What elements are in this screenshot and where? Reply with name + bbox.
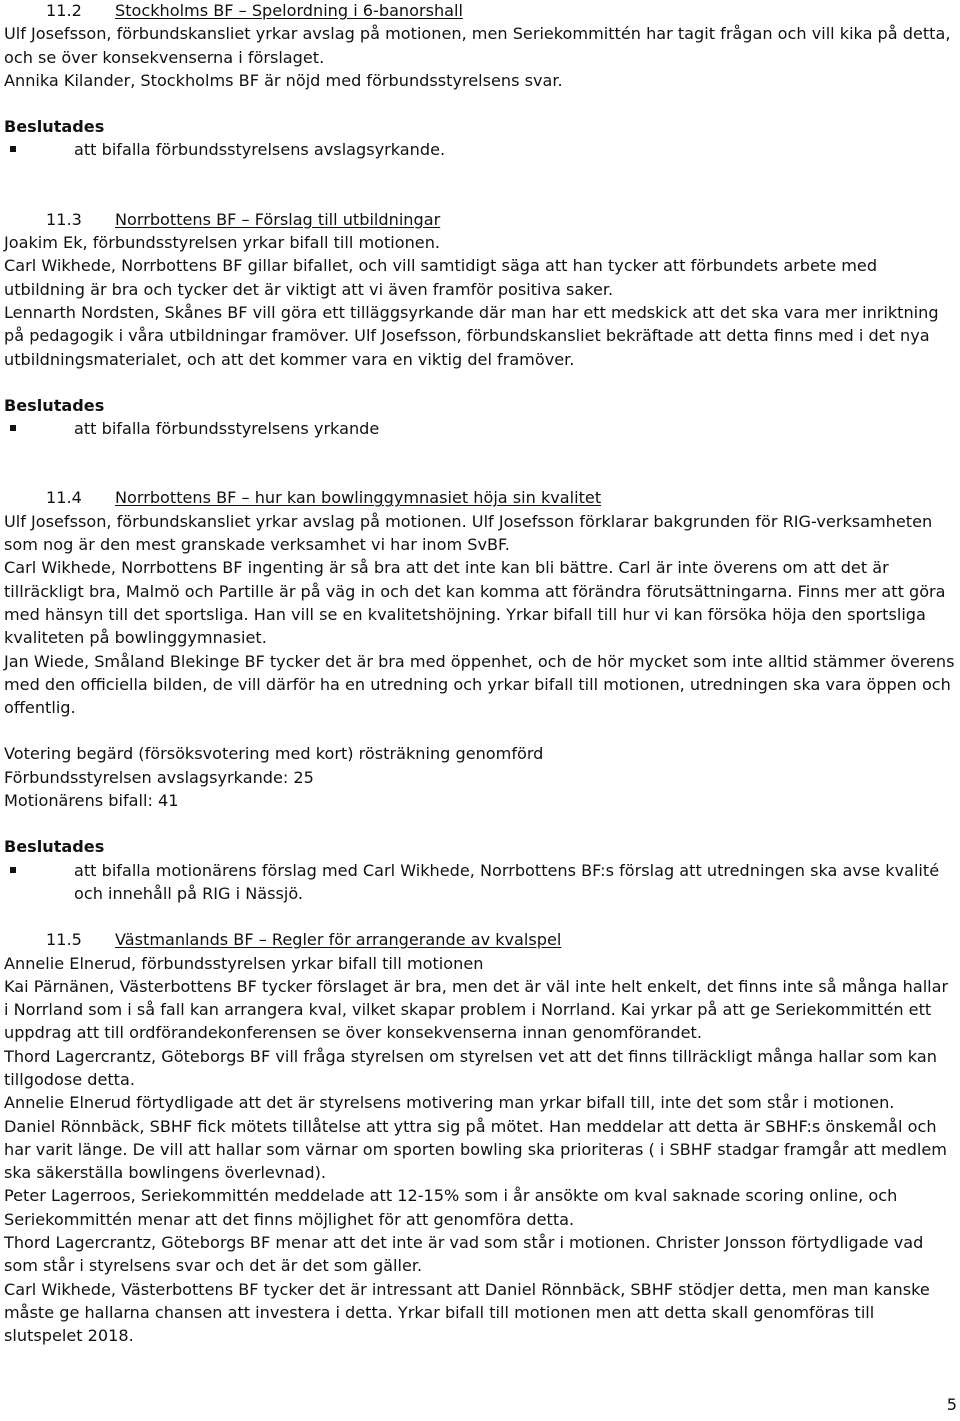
- decided-label: Beslutades: [4, 837, 105, 857]
- section-title: Stockholms BF – Spelordning i 6-banorshall: [115, 1, 463, 20]
- paragraph: Ulf Josefsson, förbundskansliet yrkar avslag på motionen. Ulf Josefsson förklarar bakgrunden för RIG-verksamheten som nog är den mest granskade verksamhet vi har inom SvBF.: [4, 511, 933, 555]
- paragraph: Carl Wikhede, Västerbottens BF tycker det är intressant att Daniel Rönnbäck, SBHF stödjer detta, men man kanske måste ge hallarna chansen att investera i detta. Yrkar bifall till motionen men att detta skall genomföras till slutspelet 2018.: [4, 1279, 930, 1346]
- paragraph: Lennarth Nordsten, Skånes BF vill göra ett tilläggsyrkande där man har ett medskick att det ska vara mer inriktning på pedagogik i våra utbildningar framöver. Ulf Josefsson, förbundskansliet bekräftade att detta finns med i det nya utbildningsmaterialet, och att det kommer vara en viktig del framöver.: [4, 302, 939, 369]
- vote-result-motion: Motionärens bifall: 41: [4, 791, 179, 811]
- decided-label: Beslutades: [4, 117, 105, 137]
- decision-item: [4, 138, 956, 161]
- section-heading-11-3: [4, 208, 956, 231]
- vote-result-board: Förbundsstyrelsen avslagsyrkande: 25: [4, 767, 314, 787]
- section-heading-11-5: [4, 928, 956, 951]
- decision-item: [4, 859, 956, 906]
- paragraph: Joakim Ek, förbundsstyrelsen yrkar bifall till motionen.: [4, 233, 441, 253]
- section-number: 11.5: [46, 930, 82, 950]
- paragraph: Thord Lagercrantz, Göteborgs BF vill fråga styrelsen om styrelsen vet att det finns tillräckligt många hallar som kan tillgodose detta.: [4, 1046, 937, 1089]
- decision-text: att bifalla motionärens förslag med Carl Wikhede, Norrbottens BF:s förslag att utredningen ska avse kvalité och innehåll på RIG i Nässjö.: [74, 860, 940, 903]
- paragraph: Annika Kilander, Stockholms BF är nöjd med förbundsstyrelsens svar.: [4, 70, 563, 90]
- bullet-square-icon: [10, 146, 16, 152]
- paragraph: Daniel Rönnbäck, SBHF fick mötets tillåtelse att yttra sig på mötet. Han meddelar att detta är SBHF:s önskemål och har varit länge. De vill att hallar som värnar om sporten bowling ska prioriteras ( i SBHF stadgar framgår att medlem ska säkerställa bowlingens överlevnad).: [4, 1116, 947, 1183]
- page-number: 5: [946, 1395, 957, 1414]
- section-title: Västmanlands BF – Regler för arrangerande av kvalspel: [115, 930, 562, 950]
- bullet-square-icon: [10, 425, 16, 431]
- section-heading-11-4: [4, 486, 956, 509]
- minutes-content: [4, 0, 956, 1348]
- paragraph: Jan Wiede, Småland Blekinge BF tycker det är bra med öppenhet, och de hör mycket som inte alltid stämmer överens med den officiella bilden, de vill därför ha en utredning och yrkar bifall till motionen, utredningen ska vara öppen och offentlig.: [4, 651, 955, 718]
- paragraph: Kai Pärnänen, Västerbottens BF tycker förslaget är bra, men det är väl inte helt enkelt, det finns inte så många hallar i Norrland som i så fall kan arrangera kval, vilket skapar problem i Norrland. Kai yrkar på att ge Seriekommittén ett uppdrag att till ordförandekonferensen se över konsekvenserna innan genomförandet.: [4, 976, 949, 1043]
- decision-text: att bifalla förbundsstyrelsens avslagsyrkande.: [74, 140, 446, 160]
- section-title: Norrbottens BF – Förslag till utbildningar: [115, 209, 441, 229]
- decision-text: att bifalla förbundsstyrelsens yrkande: [74, 419, 380, 439]
- vote-title: Votering begärd (försöksvotering med kort) rösträkning genomförd: [4, 744, 544, 764]
- section-number: 11.4: [46, 488, 82, 508]
- section-number: 11.2: [46, 1, 82, 20]
- decision-item: [4, 417, 956, 440]
- section-title: Norrbottens BF – hur kan bowlinggymnasiet höja sin kvalitet: [115, 488, 602, 508]
- section-heading-11-2: [4, 0, 956, 22]
- decided-label: Beslutades: [4, 395, 105, 415]
- section-number: 11.3: [46, 209, 82, 229]
- paragraph: Annelie Elnerud förtydligade att det är styrelsens motivering man yrkar bifall till, inte det som står i motionen.: [4, 1093, 895, 1113]
- paragraph: Thord Lagercrantz, Göteborgs BF menar att det inte är vad som står i motionen. Christer Jonsson förtydligade vad som står i styrelsens svar och det är det som gäller.: [4, 1233, 924, 1276]
- paragraph: Annelie Elnerud, förbundsstyrelsen yrkar bifall till motionen: [4, 953, 484, 973]
- bullet-square-icon: [10, 867, 16, 873]
- paragraph: Peter Lagerroos, Seriekommittén meddelade att 12-15% som i år ansökte om kval saknade scoring online, och Seriekommittén menar att det finns möjlighet för att genomföra detta.: [4, 1186, 898, 1229]
- paragraph: Carl Wikhede, Norrbottens BF gillar bifallet, och vill samtidigt säga att han tycker att förbundets arbete med utbildning är bra och tycker det är viktigt att vi även framför positiva saker.: [4, 256, 878, 299]
- paragraph: Ulf Josefsson, förbundskansliet yrkar avslag på motionen, men Seriekommittén har tagit frågan och vill kika på detta, och se över konsekvenserna i förslaget.: [4, 24, 951, 67]
- paragraph: Carl Wikhede, Norrbottens BF ingenting är så bra att det inte kan bli bättre. Carl är inte överens om att det är tillräckligt bra, Malmö och Partille är på väg in och det kan komma att förändra förutsättningarna. Finns mer att göra med hänsyn till det sportsliga. Han vill se en kvalitetshöjning. Yrkar bifall till hur vi kan försöka höja den sportsliga kvaliteten på bowlinggymnasiet.: [4, 558, 946, 648]
